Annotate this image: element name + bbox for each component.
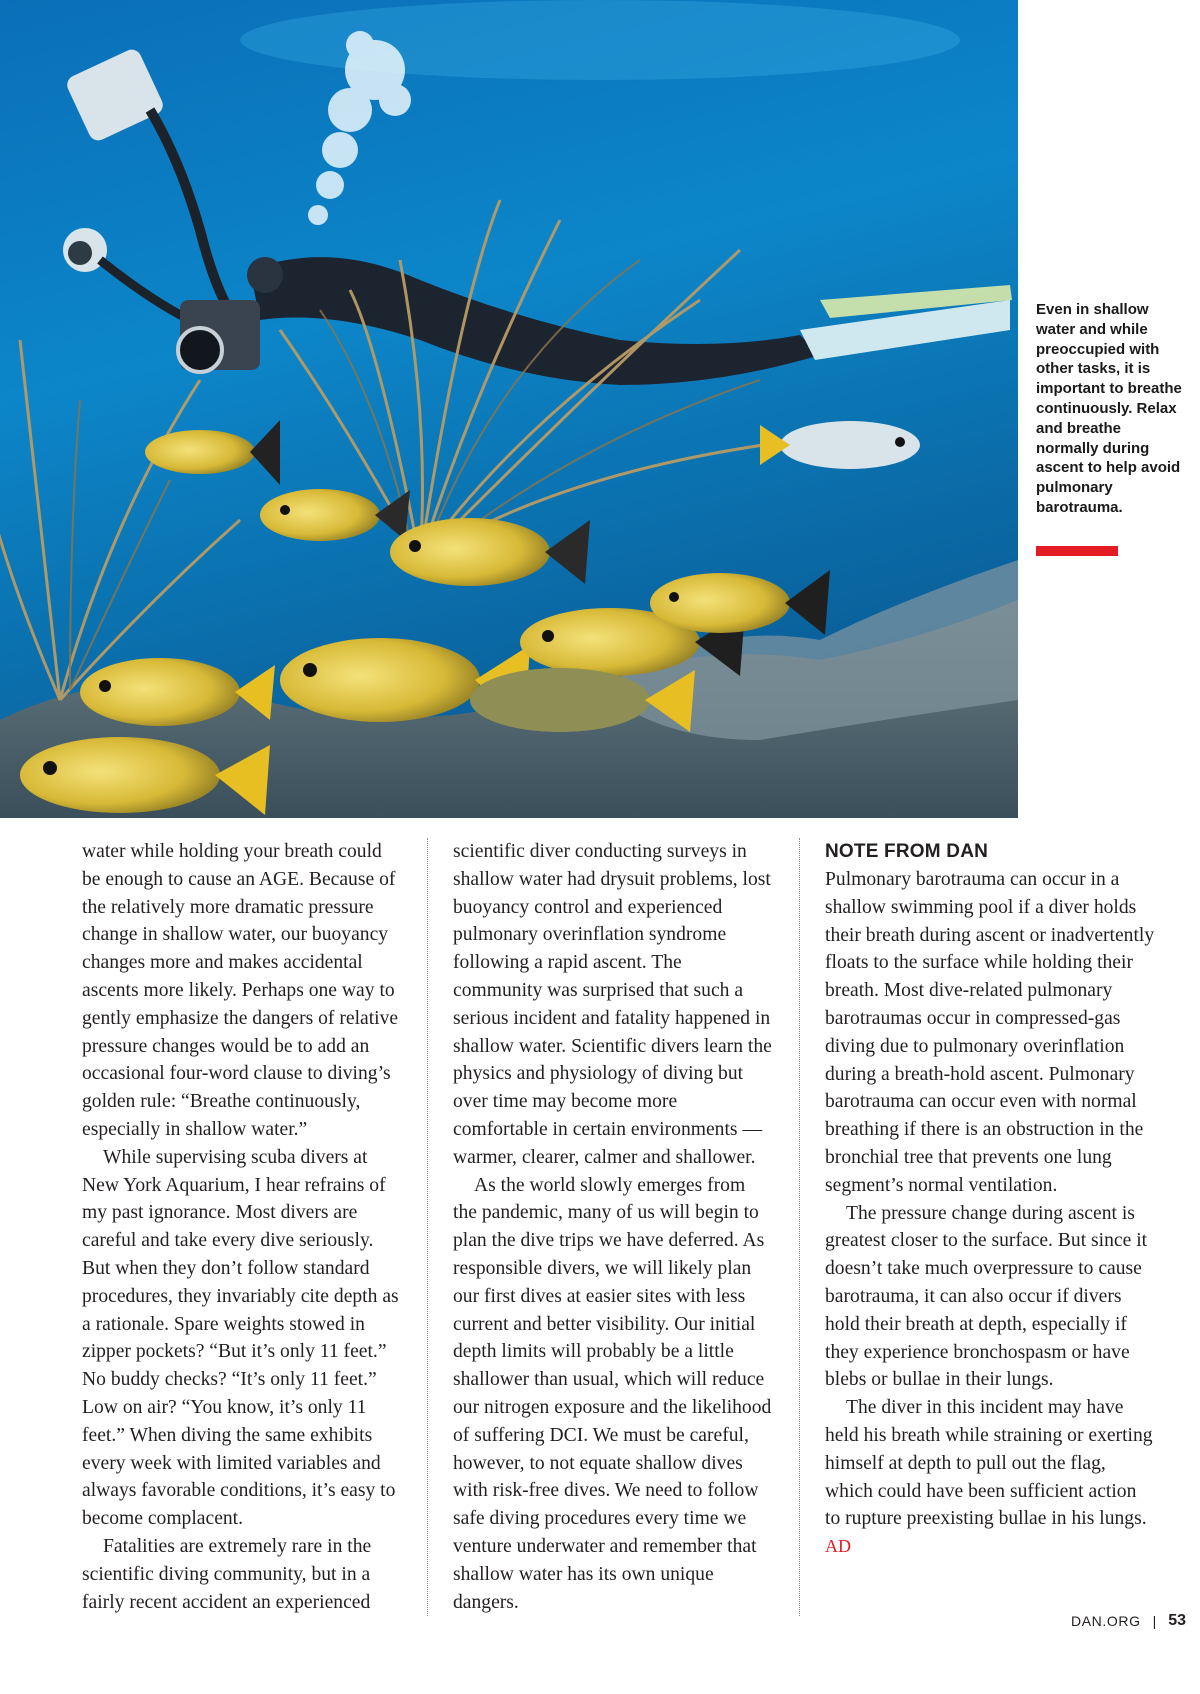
paragraph: Pulmonary barotrauma can occur in a shallow swimming pool if a diver holds their breath during ascent or inadvertently floats to the surface while holding their breath. Most dive-related pulmonary barotraumas occur in compressed-gas diving due to pulmonary overinflation during a breath-hold ascent. Pulmonary barotrauma can occur even with normal breathing if there is an obstruction in the bronchial tree that prevents one lung segment’s normal ventilation. <box>825 869 1155 1196</box>
paragraph: While supervising scuba divers at New York Aquarium, I hear refrains of my past ignorance. Most divers are careful and take every dive seriously. But when they don’t follow standard procedures, they invariably cite depth as a rationale. Spare weights stowed in zipper pockets? “But it’s only 11 feet.” No buddy checks? “It’s only 11 feet.” Low on air? “You know, it’s only 11 feet.” When diving the same exhibits every week with limited variables and always favorable conditions, it’s easy to become complacent. <box>82 1146 399 1530</box>
paragraph: water while holding your breath could be enough to cause an AGE. Because of the relatively more dramatic pressure change in shallow water, our buoyancy changes more and makes accidental ascents more likely. Perhaps one way to gently emphasize the dangers of relative pressure changes would be to add an occasional four-word clause to diving’s golden rule: “Breathe continuously, especially in shallow water.” <box>82 841 399 1140</box>
article-column-1 <box>82 838 402 1616</box>
paragraph: Fatalities are extremely rare in the scientific diving community, but in a fairly recent accident an experienced <box>82 1535 372 1613</box>
paragraph-text: The diver in this incident may have held his breath while straining or exerting himself at depth to pull out the flag, which could have been sufficient action to rupture preexisting bullae in his lungs. <box>825 1397 1153 1530</box>
paragraph: scientific diver conducting surveys in shallow water had drysuit problems, lost buoyancy control and experienced pulmonary overinflation syndrome following a rapid ascent. The community was surprised that such a serious incident and fatality happened in shallow water. Scientific divers learn the physics and physiology of diving but over time may become more comfortable in certain environments — warmer, clearer, calmer and shallower. <box>453 841 772 1168</box>
article-column-2 <box>453 838 773 1616</box>
note-from-dan-sidebar <box>825 838 1155 1561</box>
paragraph <box>825 1394 1155 1561</box>
column-divider <box>427 838 428 1616</box>
underwater-photo <box>0 0 1018 818</box>
end-mark: AD <box>825 1536 851 1557</box>
photo-caption: Even in shallow water and while preoccupied with other tasks, it is important to breathe continuously. Relax and breathe normally during ascent to help avoid pulmonary barotrauma. <box>1036 301 1182 516</box>
paragraph: The pressure change during ascent is greatest closer to the surface. But since it doesn’t take much overpressure to cause barotrauma, it can also occur if divers hold their breath at depth, especially if they experience bronchospasm or have blebs or bullae in their lungs. <box>825 1202 1148 1391</box>
footer-separator: | <box>1152 1613 1157 1629</box>
footer-site-link[interactable]: DAN.ORG <box>1071 1613 1141 1629</box>
paragraph: As the world slowly emerges from the pandemic, many of us will begin to plan the dive trips we have deferred. As responsible divers, we will likely plan our first dives at easier sites with less current and better visibility. Our initial depth limits will probably be a little shallower than usual, which will reduce our nitrogen exposure and the likelihood of suffering DCI. We must be careful, however, to not equate shallow dives with risk-free dives. We need to follow safe diving procedures every time we venture underwater and remember that shallow water has its own unique dangers. <box>453 1174 772 1613</box>
caption-accent-rule <box>1036 546 1118 556</box>
page-footer <box>1071 1612 1186 1630</box>
note-title: NOTE FROM DAN <box>825 841 989 862</box>
diver-reef-illustration <box>0 0 1018 818</box>
column-divider <box>799 838 800 1616</box>
page-number: 53 <box>1168 1612 1186 1629</box>
